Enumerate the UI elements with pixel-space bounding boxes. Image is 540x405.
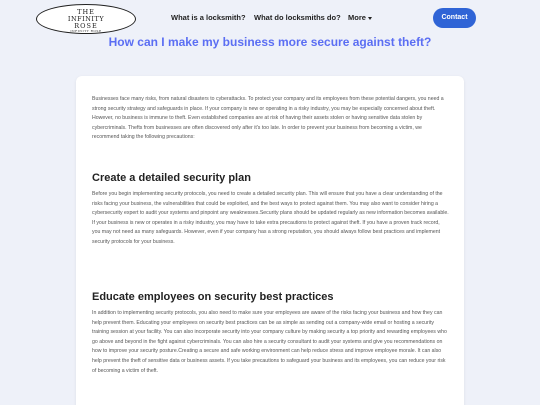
educate-employees-paragraph: In addition to implementing security protocols, you also need to make sure your employees are aware of the risks facing your business and how they can help prevent them. Educating your employees on security best practices can be as simple as sending out a company-wide email or hosting a security training session at your facility. You can also incorporate security into your company culture by making security a top priority and rewarding employees who go above and beyond in the fight against cybercriminals. You can also hire a security consultant to audit your systems and give you recommendations on how to improve your security posture.Creating a secure and safe working environment can help reduce stress and improve employee morale. It can also help prevent the theft of sensitive data or business assets. If you take precautions to safeguard your business and its employees, you can reduce your risk of becoming a victim of theft. [92, 310, 447, 374]
contact-button[interactable]: Contact [433, 8, 476, 28]
page-title: How can I make my business more secure against theft? [108, 35, 432, 49]
navbar [0, 0, 540, 36]
logo-text-rose: ROSE [74, 22, 98, 30]
logo-text-small: INFINITY ROSE [70, 29, 102, 33]
site-logo[interactable] [36, 4, 136, 34]
article-card [76, 76, 464, 405]
nav-link-what-do-locksmiths-do[interactable]: What do locksmiths do? [254, 13, 341, 22]
nav-more-label: More [348, 13, 366, 22]
section-heading-educate-employees: Educate employees on security best practices [92, 291, 334, 303]
section-heading-security-plan: Create a detailed security plan [92, 172, 251, 184]
intro-paragraph: Businesses face many risks, from natural disasters to cyberattacks. To protect your company and its employees from these potential dangers, you need a strong security strategy and safeguards in place. If your company is new or operating in a risky industry, you may be especially concerned about theft. However, no business is immune to theft. Even established companies are at risk of having their assets stolen or having sensitive data stolen by cybercriminals. Thefts from businesses are often discovered only after it's too late. In order to prevent your business from becoming a victim, we recommend taking the following precautions: [92, 96, 444, 141]
logo-text-infinity: INFINITY [67, 15, 105, 23]
nav-link-what-is-locksmith[interactable]: What is a locksmith? [171, 13, 246, 22]
security-plan-paragraph: Before you begin implementing security protocols, you need to create a detailed security plan. This will ensure that you have a clear understanding of the risks facing your business, the vulnerabilities that could be exploited, and the best ways to protect against them. You may also want to consider hiring a cybersecurity expert to audit your systems and pinpoint any weaknesses.Security plans should be updated regularly as new information becomes available. If your business is new or operates in a risky industry, you may have to take extra precautions to protect against theft. If you have a proven track record, you may not need as many safeguards. However, even if your company has a strong reputation, you should always follow best practices and implement security protocols for your business. [92, 191, 449, 245]
logo-text-the: THE [77, 8, 95, 16]
nav-more-dropdown[interactable] [348, 13, 372, 22]
chevron-down-icon [368, 17, 372, 20]
